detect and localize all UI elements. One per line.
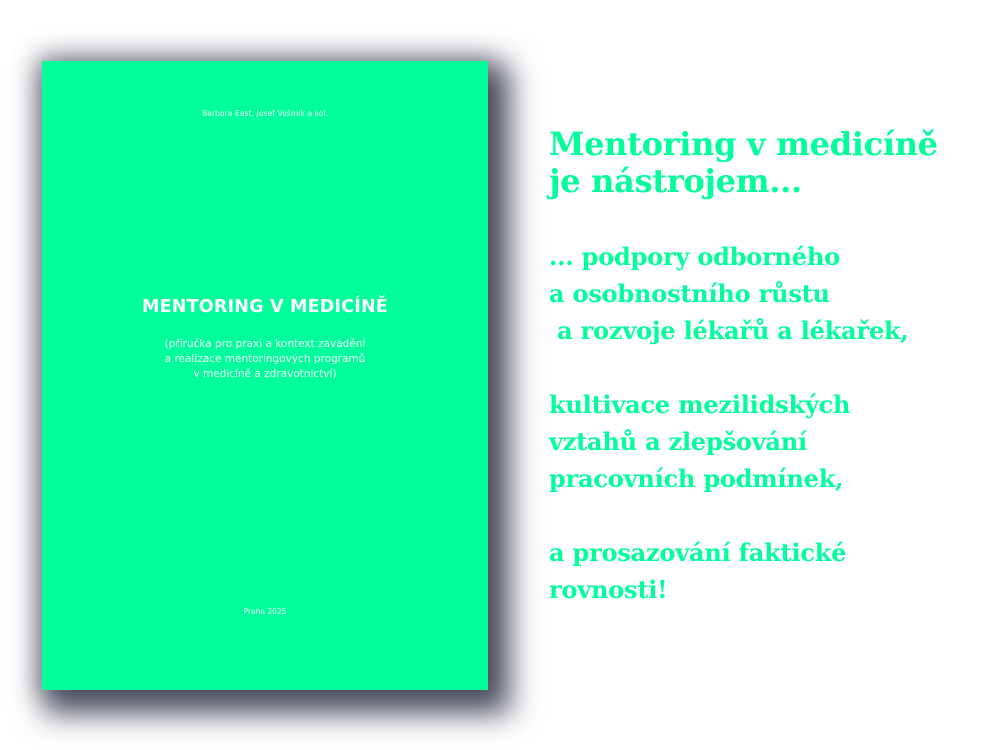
book-cover: [42, 61, 488, 690]
cover-place-year: Praha 2025: [243, 607, 287, 616]
promo-line: a rozvoje lékařů a lékařek,: [549, 316, 909, 345]
promo-line: ... podpory odborného: [549, 242, 840, 271]
promo-heading: [549, 126, 938, 200]
cover-subtitle-line: (příručka pro praxi a kontext zavádění: [164, 338, 366, 350]
promo-line: kultivace mezilidských: [549, 390, 851, 419]
promo-heading-line: je nástrojem...: [549, 162, 802, 200]
promo-heading-line: Mentoring v medicíně: [549, 125, 938, 163]
promo-line: a osobnostního růstu: [549, 279, 830, 308]
promo-block-equality: [549, 534, 938, 608]
cover-subtitle-line: a realizace mentoringových programů: [164, 353, 366, 365]
cover-subtitle: [42, 337, 488, 382]
cover-authors: Barbora East, Josef Vošmik a kol.: [201, 109, 329, 118]
cover-title: MENTORING V MEDICÍNĚ: [142, 297, 388, 317]
promo-line: pracovních podmínek,: [549, 464, 844, 493]
promo-text: [549, 126, 938, 608]
promo-line: a prosazování faktické: [549, 538, 847, 567]
promo-list: [549, 238, 938, 608]
promo-line: rovnosti!: [549, 575, 668, 604]
promo-block-growth: [549, 238, 938, 349]
promo-line: vztahů a zlepšování: [549, 427, 807, 456]
promo-block-relations: [549, 386, 938, 497]
cover-subtitle-line: v medicíně a zdravotnictví): [193, 368, 337, 380]
